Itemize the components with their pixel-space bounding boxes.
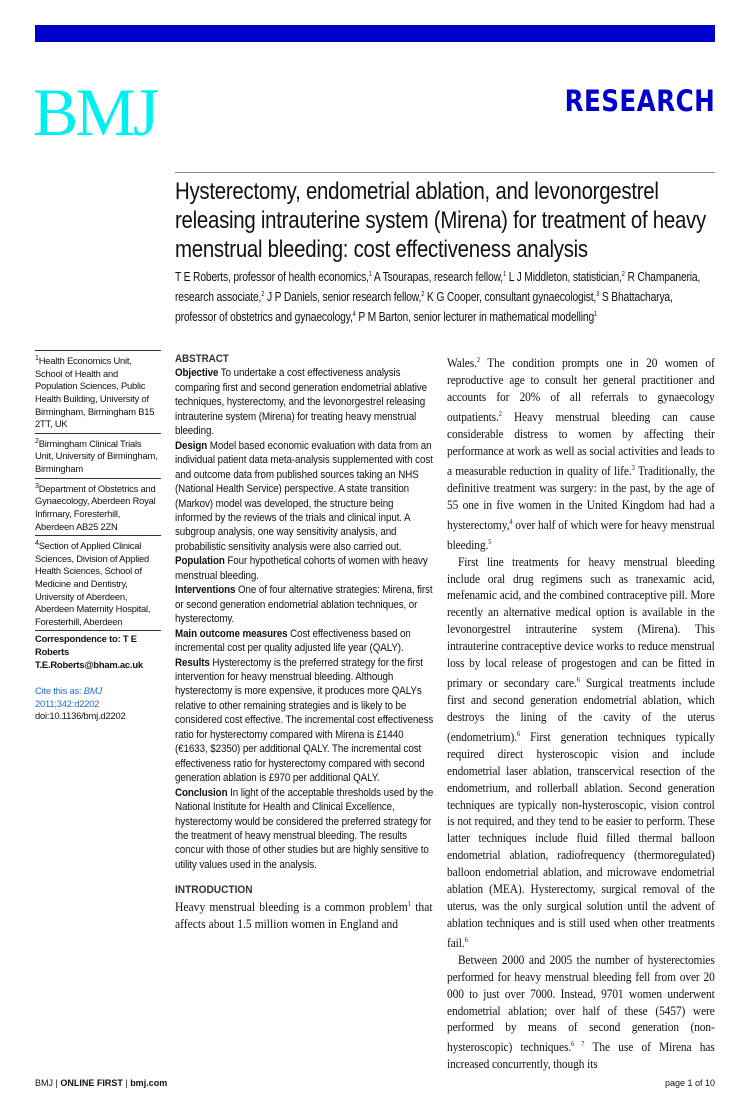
affiliation-number: 1 (35, 355, 39, 362)
author-affiliation-ref: 4 (352, 311, 356, 319)
abstract-section-text: Hysterectomy is the preferred strategy for the first intervention for heavy menstrual bleeding. Although hysterectomy is more expensive, it produces more QALYs relative to other remaining strategies and is likely to be considered cost effective. The incremental cost effectiveness ratio for hysterectomy compared with Mirena is £1440 (€1633, $2350) per additional QALY. The incremental cost effectiveness ratio for hysterectomy compared with second generation ablation is £970 per additional QALY. (175, 656, 434, 785)
author-affiliation-ref: 1 (502, 271, 507, 278)
body-text: Surgical treatments include first and second generation endometrial ablation, which destroys the lining of the cavity of the uterus (endometrium). (447, 676, 715, 744)
affiliation-text: Section of Applied Clinical Sciences, Division of Applied Health Sciences, School of Medicine and Dentistry, University of Aberdeen, Aberdeen Maternity Hospital, Foresterhill, Aberdeen (35, 540, 151, 627)
abstract-section-text: Cost effectiveness based on incremental cost per quality adjusted life year (QALY). (175, 627, 411, 655)
reference-number: 3 (631, 463, 635, 472)
footer-journal: BMJ | ONLINE FIRST | bmj.com (35, 1078, 168, 1088)
correspondence (35, 630, 161, 671)
author-name: A Tsourapas, research fellow, (371, 270, 503, 285)
body-text: First line treatments for heavy menstrual bleeding include oral drug regimens such as tranexamic acid, mefenamic acid, and the combined contraceptive pill. More recently an alternative medical option is available in the levonorgestrel intrauterine system (Mirena). This intrauterine contraceptive device works to reduce menstrual loss by local release of progestogen and can be fitted in primary or secondary care. (447, 554, 715, 691)
abstract-section-text: One of four alternative strategies: Mirena, first or second generation endometrial ablation techniques, or hysterectomy. (175, 584, 433, 626)
cite-ref: 2011;342:d2202 (35, 697, 100, 709)
introduction-paragraph: Heavy menstrual bleeding is a common problem$^1$ that affects about 1.5 million women in England and (175, 900, 433, 932)
author-affiliation-ref: 2 (621, 271, 625, 278)
author-name: K G Cooper, consultant gynaecologist, (424, 290, 597, 305)
abstract-section (175, 627, 433, 656)
affiliation-text: Birmingham Clinical Trials Unit, University of Birmingham, Birmingham (35, 437, 158, 474)
bmj-logo: BMJ (33, 74, 157, 150)
citation (35, 685, 161, 723)
abstract-section (175, 366, 433, 438)
affiliation-number: 3 (35, 482, 39, 490)
body-text: Traditionally, the definitive treatment was surgery: in the past, by the age of 55 one in five women in the United Kingdom had had a hysterectomy, (447, 463, 715, 532)
abstract-section (175, 439, 433, 555)
abstract-section-label: Objective (175, 367, 219, 380)
author-name: R Champaneria, research associate, (175, 270, 701, 305)
abstract-section-label: Population (175, 555, 225, 568)
abstract (175, 352, 433, 872)
author-affiliation-ref: 3 (596, 291, 600, 299)
reference-number: 4 (509, 517, 513, 526)
header-bar (35, 25, 715, 42)
abstract-heading: ABSTRACT (175, 353, 229, 365)
reference-number: 6 (464, 935, 468, 944)
body-paragraph (447, 554, 715, 952)
abstract-section-text: To undertake a cost effectiveness analysis comparing first and second generation endometrial ablative techniques, hysterectomy, and the levonorgestrel releasing intrauterine system (Mirena) for treating heavy menstrual bleeding. (175, 367, 427, 438)
reference-number: 2 (476, 356, 481, 364)
correspondence-email[interactable]: T.E.Roberts@bham.ac.uk (35, 658, 143, 670)
body-text: over half of which were for heavy menstrual bleeding. (447, 517, 715, 552)
affiliation (35, 478, 161, 536)
body-text: The condition prompts one in 20 women of reproductive age to consult her general practitioner and accounts for 20% of all referrals to gynaecology outpatients. (447, 356, 715, 424)
title-rule (175, 172, 715, 173)
body-column (447, 352, 715, 1073)
abstract-section (175, 583, 433, 626)
body-text: Wales. (447, 356, 477, 371)
affiliation (35, 535, 161, 630)
cite-journal: BMJ (83, 685, 102, 697)
reference-number: 6 7 (571, 1040, 585, 1049)
author-name: S Bhattacharya, professor of obstetrics and gynaecology, (175, 290, 673, 325)
body-text: Between 2000 and 2005 the number of hysterectomies performed for heavy menstrual bleeding fell from over 20 000 to just over 7000. Instead, 9701 women underwent endometrial ablation; over half of these (5457) were performed by means of second generation (non-hysteroscopic) techniques. (447, 952, 715, 1055)
reference-number: 6 (516, 729, 521, 738)
affiliations-column (35, 350, 161, 723)
affiliation-number: 4 (35, 540, 39, 548)
abstract-section (175, 786, 433, 873)
affiliation-text: Department of Obstetrics and Gynaecology, Aberdeen Royal Infirmary, Foresterhill, Aberdeen AB25 2ZN (35, 482, 156, 532)
abstract-section (175, 554, 433, 583)
author-affiliation-ref: 2 (421, 291, 425, 299)
author-affiliation-ref: 1 (594, 311, 598, 319)
reference-number: 2 (498, 409, 502, 418)
abstract-section (175, 656, 433, 786)
affiliation (35, 350, 161, 433)
section-label: RESEARCH (564, 84, 715, 118)
body-paragraph (447, 352, 715, 554)
abstract-section-label: Results (175, 656, 210, 669)
abstract-column (175, 352, 433, 933)
author-name: J P Daniels, senior research fellow, (264, 290, 422, 305)
correspondence-label: Correspondence to: T E Roberts (35, 633, 137, 657)
affiliation-number: 2 (35, 437, 39, 445)
abstract-section-label: Main outcome measures (175, 627, 288, 640)
affiliation (35, 433, 161, 478)
abstract-section-text: Four hypothetical cohorts of women with heavy menstrual bleeding. (175, 555, 428, 582)
page-number: page 1 of 10 (664, 1078, 715, 1088)
doi[interactable]: doi:10.1136/bmj.d2202 (35, 710, 126, 722)
author-affiliation-ref: 2 (261, 291, 265, 299)
introduction-heading: INTRODUCTION (175, 884, 253, 897)
abstract-section-label: Conclusion (175, 786, 228, 799)
abstract-section-text: Model based economic evaluation with data from an individual patient data meta-analysis supplemented with cost and outcome data from published sources taking an NHS (National Health Service) perspective. A state transition (Markov) model was developed, the structure being informed by the reviews of the trials and clinical input. A subgroup analysis, one way sensitivity analysis, and probabilistic sensitivity analysis were also carried out. (175, 439, 433, 553)
reference-number: 5 (488, 537, 492, 546)
body-text: Heavy menstrual bleeding can cause considerable distress to women by affecting their performance at work as well as social activities and leads to a measurable reduction in quality of life. (447, 409, 715, 478)
article-title: Hysterectomy, endometrial ablation, and levonorgestrel releasing intrauterine system (Mirena) for treatment of heavy menstrual bleeding: cost effectiveness analysis (175, 178, 706, 263)
author-name: P M Barton, senior lecturer in mathematical modelling (355, 310, 595, 325)
author-name: L J Middleton, statistician, (506, 270, 622, 285)
affiliation-text: Health Economics Unit, School of Health and Population Sciences, Public Health Building, University of Birmingham, Birmingham B15 2TT, UK (35, 355, 155, 430)
body-paragraph (447, 952, 715, 1073)
abstract-section-label: Design (175, 439, 208, 452)
introduction (175, 884, 433, 932)
title-block (175, 177, 715, 327)
cite-prefix: Cite this as: (35, 685, 84, 697)
abstract-section-text: In light of the acceptable thresholds used by the National Institute for Health and Clinical Excellence, hysterectomy would be considered the preferred strategy for the treatment of heavy menstrual bleeding. The results concur with those of other studies but are highly sensitive to utility values used in the analysis. (175, 786, 434, 871)
reference-number: 6 (576, 675, 580, 684)
author-list (175, 266, 715, 327)
author-affiliation-ref: 1 (368, 271, 372, 278)
body-text: First generation techniques typically required direct hysteroscopic vision and include endometrial laser ablation, transcervical resection of the endometrium, and rollerball ablation. Second generation techniques are typically non-hysteroscopic, vision control is not required, and they tend to be easier to perform. These latter techniques include fluid filled thermal balloon endometrial ablation, radiofrequency (thermoregulated) balloon endometrial ablation, and microwave endometrial ablation (MEA). Hysterectomy, surgical removal of the uterus, was the only surgical solution until the advent of ablation techniques and is still used when other treatments fail. (447, 729, 715, 950)
author-name: T E Roberts, professor of health economics, (175, 270, 369, 285)
body-text: The use of Mirena has increased concurrently, though its (447, 1040, 715, 1072)
abstract-section-label: Interventions (175, 584, 236, 597)
